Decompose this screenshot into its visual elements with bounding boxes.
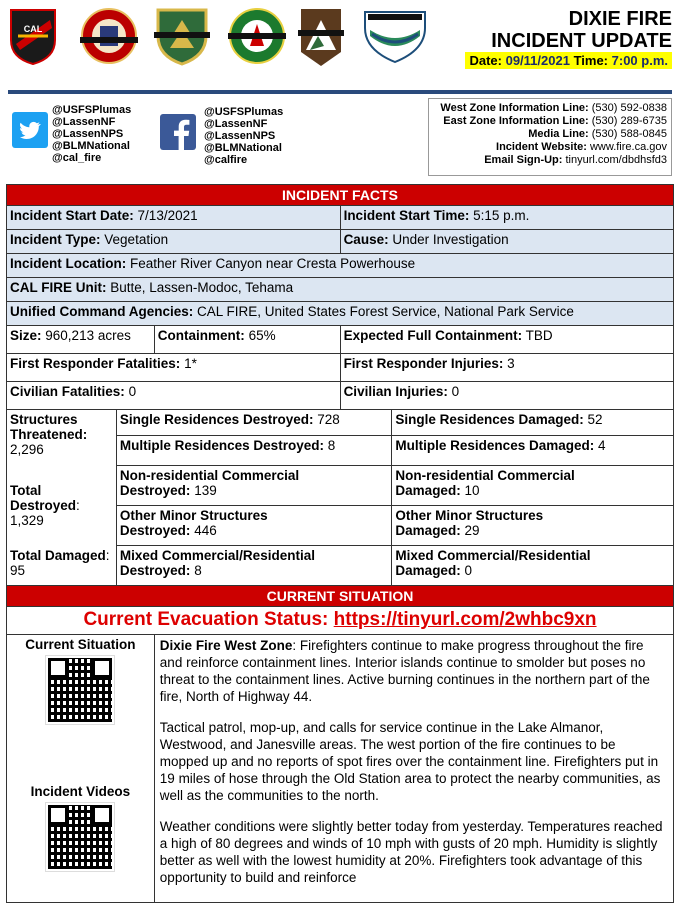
facebook-handle[interactable]: @calfire — [204, 154, 248, 166]
fr-fatalities-label: First Responder Fatalities: — [10, 356, 181, 371]
mrd-label: Multiple Residences Destroyed: — [119, 438, 324, 453]
unit-label: CAL FIRE Unit: — [10, 280, 107, 295]
facebook-icon[interactable] — [160, 114, 196, 150]
expected-containment-label: Expected Full Containment: — [343, 328, 523, 343]
twitter-handle[interactable]: @LassenNF — [52, 116, 116, 128]
destroyed-label: Total Destroyed — [10, 483, 77, 513]
size-value: 960,213 acres — [45, 328, 131, 343]
location-label: Incident Location: — [10, 256, 127, 271]
start-date-value: 7/13/2021 — [137, 208, 198, 223]
omdam-label: Other Minor Structures — [395, 508, 544, 523]
national-park-service-logo — [298, 6, 344, 68]
fr-injuries-label: First Responder Injuries: — [343, 356, 504, 371]
time-label: Time: — [573, 53, 609, 68]
threatened-value: 2,296 — [10, 442, 44, 457]
srd-label: Single Residences Destroyed: — [119, 412, 314, 427]
qr-column — [7, 635, 155, 903]
east-zone-line: East Zone Information Line: (530) 289-6735 — [443, 115, 667, 127]
cause-value: Under Investigation — [392, 232, 509, 247]
facebook-handle[interactable]: @BLMNational — [204, 142, 282, 154]
type-label: Incident Type: — [10, 232, 101, 247]
location-value: Feather River Canyon near Cresta Powerhouse — [130, 256, 416, 271]
mrdam-label: Multiple Residences Damaged: — [395, 438, 595, 453]
time-value: 7:00 p.m. — [611, 53, 668, 68]
fr-injuries-value: 3 — [507, 356, 515, 371]
email-signup: Email Sign-Up: tinyurl.com/dbdhsfd3 — [484, 154, 667, 166]
civ-injuries-label: Civilian Injuries: — [343, 384, 448, 399]
unit-value: Butte, Lassen-Modoc, Tehama — [110, 280, 294, 295]
size-label: Size: — [10, 328, 42, 343]
start-time-label: Incident Start Time: — [343, 208, 470, 223]
omd-value: 446 — [194, 523, 217, 538]
incident-website: Incident Website: www.fire.ca.gov — [496, 141, 667, 153]
qr-code-videos[interactable] — [46, 803, 114, 871]
damaged-label: Total Damaged — [10, 547, 106, 563]
ncdam-label: Non-residential Commercial — [395, 468, 575, 483]
mcdam-label: Mixed Commercial/Residential — [395, 548, 591, 563]
date-time-banner — [465, 52, 672, 69]
start-time-value: 5:15 p.m. — [473, 208, 530, 223]
qr-situation-label: Current Situation — [25, 637, 136, 652]
destroyed-value: 1,329 — [10, 513, 44, 528]
civ-fatalities-value: 0 — [128, 384, 137, 399]
title-line-1: DIXIE FIRE — [568, 8, 672, 30]
evac-link[interactable]: https://tinyurl.com/2whbc9xn — [333, 609, 597, 630]
qr-videos-label: Incident Videos — [30, 784, 131, 799]
civ-fatalities-label: Civilian Fatalities: — [10, 384, 125, 399]
header-divider — [8, 90, 672, 94]
forest-service-logo — [154, 6, 210, 66]
incident-facts-header: INCIDENT FACTS — [7, 185, 674, 206]
media-line: Media Line: (530) 588-0845 — [528, 128, 667, 140]
facebook-handle[interactable]: @LassenNF — [204, 118, 268, 130]
fr-fatalities-value: 1* — [184, 356, 197, 371]
type-value: Vegetation — [104, 232, 169, 247]
agencies-value: CAL FIRE, United States Forest Service, National Park Service — [197, 304, 574, 319]
twitter-handle[interactable]: @BLMNational — [52, 140, 130, 152]
current-situation-header: CURRENT SITUATION — [7, 586, 674, 607]
evac-label: Current Evacuation Status: — [83, 609, 329, 630]
situation-paragraph: Tactical patrol, mop-up, and calls for service continue in the Lake Almanor, Westwood, and Janesville areas. The west portion of the fire continues to be mopped up and no reports of spot fires over the containment line. Firefighters put in 19 miles of hose through the Old Station area to protect the nearby communities, as well as the communities to the north. — [159, 720, 661, 803]
situation-paragraph: : Firefighters continue to make progress throughout the fire and reinforce containment lines. Interior islands continue to smolder but poses no threat to the containment lines. Active burning continues in the northern part of the fire, North of Highway 44. — [159, 638, 650, 704]
ncd-value: 139 — [194, 483, 217, 498]
mcd-value: 8 — [194, 563, 202, 578]
date-label: Date: — [469, 53, 502, 68]
svg-text:CAL: CAL — [23, 24, 43, 34]
srd-value: 728 — [317, 412, 340, 427]
ncdam-value: 10 — [464, 483, 480, 498]
facebook-handle[interactable]: @LassenNPS — [204, 130, 276, 142]
west-zone-line: West Zone Information Line: (530) 592-0838 — [440, 102, 667, 114]
omd-label: Other Minor Structures — [119, 508, 268, 523]
mcd-label: Mixed Commercial/Residential — [119, 548, 315, 563]
threatened-label: Structures Threatened: — [10, 412, 88, 442]
mrdam-value: 4 — [598, 438, 606, 453]
twitter-icon[interactable] — [12, 112, 48, 148]
twitter-handle[interactable]: @LassenNPS — [52, 128, 124, 140]
twitter-handle[interactable]: @cal_fire — [52, 152, 102, 164]
title-line-2: INCIDENT UPDATE — [491, 30, 672, 52]
contact-info-box — [428, 98, 672, 176]
evacuation-status — [7, 607, 674, 635]
team-logo — [228, 6, 286, 66]
twitter-handle[interactable]: @USFSPlumas — [52, 104, 132, 116]
ncd-label: Non-residential Commercial — [119, 468, 300, 483]
containment-value: 65% — [248, 328, 276, 343]
army-seal-logo — [80, 6, 138, 66]
omdam-value: 29 — [464, 523, 480, 538]
start-date-label: Incident Start Date: — [10, 208, 134, 223]
srdam-value: 52 — [587, 412, 603, 427]
date-value: 09/11/2021 — [505, 53, 570, 68]
situation-paragraph: Weather conditions were slightly better today from yesterday. Temperatures reached a high of 80 degrees and winds of 10 mph with gusts of 20 mph. Humidity is slightly better as well with the lowest humidity at 20%. Firefighters took advantage of this opportunity to build and reinforce — [159, 819, 663, 885]
cause-label: Cause: — [343, 232, 389, 247]
civ-injuries-value: 0 — [451, 384, 460, 399]
srdam-label: Single Residences Damaged: — [395, 412, 584, 427]
cal-fire-logo — [8, 6, 58, 66]
mcdam-value: 0 — [464, 563, 472, 578]
expected-containment-value: TBD — [525, 328, 553, 343]
zone-label: Dixie Fire West Zone — [159, 638, 293, 653]
incident-facts-table: INCIDENT FACTS Incident Start Date: 7/13/2021 Incident Start Time: 5:15 p.m. Incident Type: Vegetation Cause: Under Investigation Incident Location: Feather River Canyon near Cresta Powerhouse CAL FIRE Unit: Butte, Lassen-Modoc, Tehama Unified Command Agencies: CAL FIRE, United States Forest Service, National Park Service Size: 960,213 acres Containment: 65% Expected Full Containment: TBD First Responder Fatalities: 1* First Responder Injuries: 3 Civilian Fatalities: 0 Civilian Injuries: 0 Structures Threatened: 2,296 Single Residences Destroyed: 728 Single Residences Damaged: 52 Multiple Residences Destroyed: 8 Multiple Residences Damaged: 4 Total Destroyed: 1,329 Non-residential Commercial Destroyed: 139 Non-residential Commercial Damaged: 10 Other Minor Structures Destroyed: 446 Other Minor Structures Damaged: 29 Total Damaged: 95 Mixed Commercial/Residential Destroyed: 8 Mixed Commercial/Residential Damaged: 0 CURRENT SITUATION Current Evacuation Status: https://tinyurl.com/2whbc9xn Current Situation Incident Videos Dixie Fire West Zone: Firefighters continue to make progress throughout the fire and reinforce containment lines. Interior islands continue to smolder but poses no threat to the containment lines. Active burning continues in the northern part of the fire, North of Highway 44. Tactical patrol, mop-up, and calls for service continue in the Lake Almanor, Westwood, and Janesville areas. The west portion of the fire continues to be mopped up and no reports of spot fires over the containment line. Firefighters put in 19 miles of hose through the Old Station area to protect the nearby communities, as well as the communities to the north. Weather conditions were slightly better today from yesterday. Temperatures reached a high of 80 degrees and winds of 10 mph with gusts of 20 mph. Humidity is slightly better as well with the lowest humidity at 20%. Firefighters took advantage of this opportunity to build and reinforce — [6, 184, 674, 903]
damaged-value: 95 — [10, 562, 26, 578]
twitter-handles — [52, 104, 131, 164]
containment-label: Containment: — [157, 328, 245, 343]
agencies-label: Unified Command Agencies: — [10, 304, 194, 319]
facebook-handle[interactable]: @USFSPlumas — [204, 106, 284, 118]
facebook-handles — [204, 106, 283, 166]
qr-code-situation[interactable] — [46, 656, 114, 724]
blm-logo — [362, 6, 428, 64]
situation-text — [154, 635, 673, 903]
mrd-value: 8 — [327, 438, 336, 453]
